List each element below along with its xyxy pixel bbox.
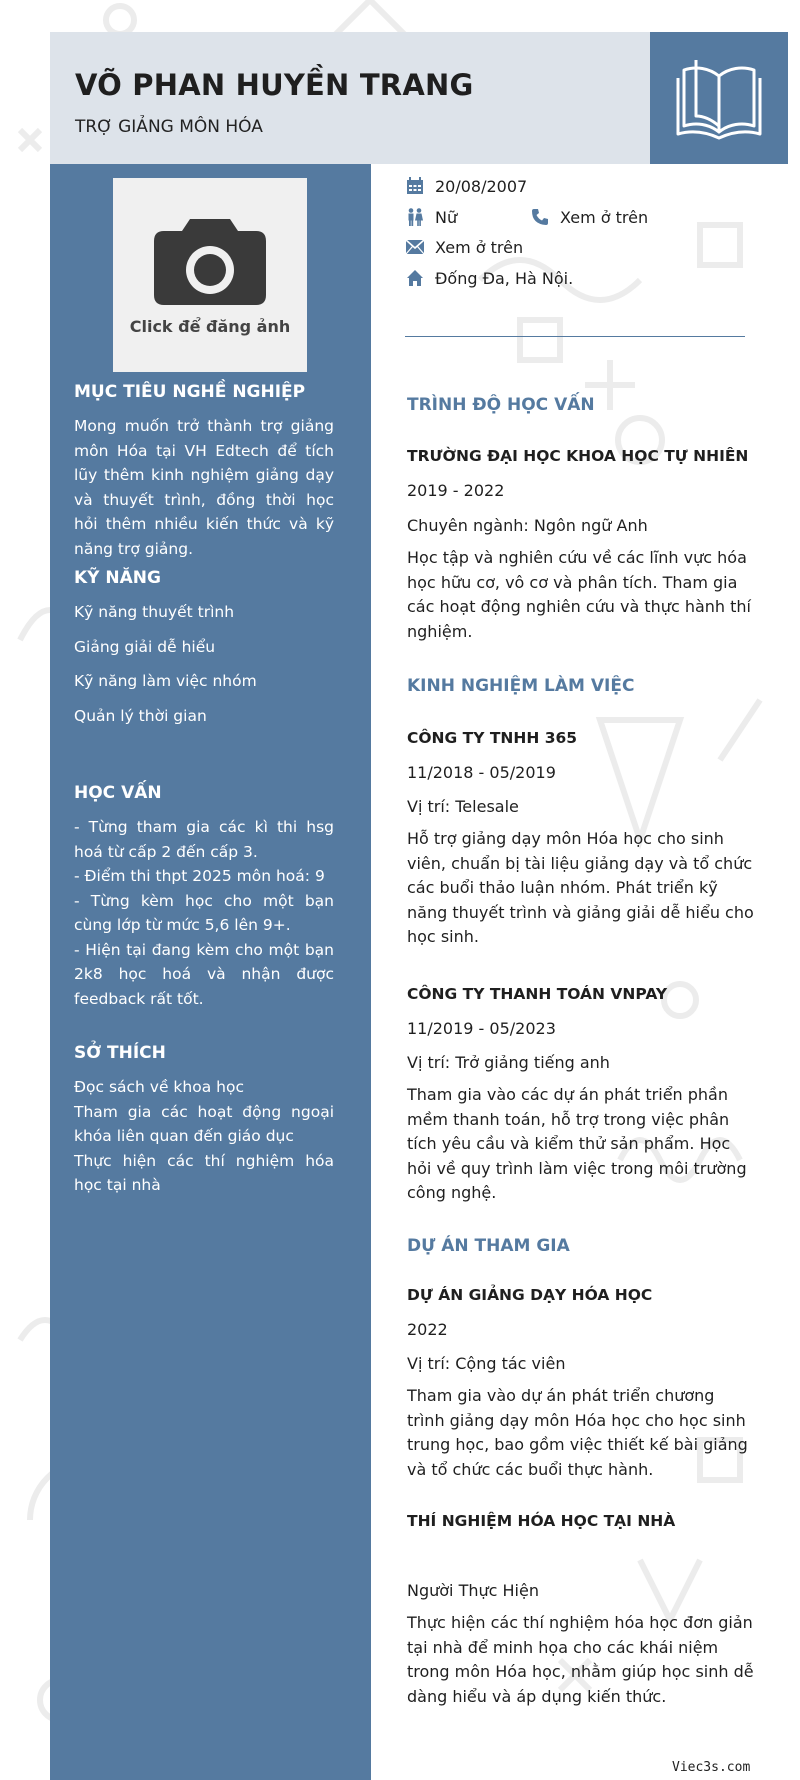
contact-gender <box>405 207 457 227</box>
contact-address <box>405 268 573 288</box>
candidate-name[interactable]: VÕ PHAN HUYỀN TRANG <box>75 68 474 102</box>
projects-title: DỰ ÁN THAM GIA <box>407 1236 570 1256</box>
project-name[interactable]: DỰ ÁN GIẢNG DẠY HÓA HỌC <box>407 1286 653 1304</box>
gender-value[interactable]: Nữ <box>435 207 458 227</box>
skills-title: KỸ NĂNG <box>74 568 161 588</box>
home-icon <box>405 268 425 288</box>
header-logo-box <box>650 32 788 164</box>
book-icon <box>674 54 764 142</box>
experience-entry <box>407 985 757 1206</box>
hobby-item[interactable]: Đọc sách về khoa học <box>74 1078 244 1096</box>
address-value[interactable]: Đống Đa, Hà Nội. <box>435 268 574 288</box>
skill-item[interactable]: Giảng giải dễ hiểu <box>74 637 216 656</box>
left-column <box>50 164 371 1780</box>
skill-item[interactable]: Kỹ năng thuyết trình <box>74 603 235 621</box>
photo-upload[interactable] <box>113 178 307 372</box>
hobby-item[interactable]: Thực hiện các thí nghiệm hóa học tại nhà <box>74 1151 334 1194</box>
phone-value[interactable]: Xem ở trên <box>560 207 649 227</box>
skills-section <box>74 568 334 738</box>
project-desc[interactable]: Tham gia vào dự án phát triển chương trình giảng dạy môn Hóa học cho học sinh trung học, bao gồm việc thiết kế bài giảng và tổ chức các buổi thực hành. <box>407 1386 748 1479</box>
school-name[interactable]: TRƯỜNG ĐẠI HỌC KHOA HỌC TỰ NHIÊN <box>407 447 749 465</box>
objective-section <box>74 382 334 561</box>
hobbies-section <box>74 1043 334 1198</box>
project-period[interactable]: 2022 <box>407 1320 448 1339</box>
experience-entry <box>407 729 757 950</box>
contact-birthday <box>405 176 527 196</box>
education-notes-section <box>74 783 334 1011</box>
site-watermark: Viec3s.com <box>672 1760 751 1775</box>
photo-upload-label: Click để đăng ảnh <box>129 316 291 336</box>
education-note[interactable]: - Từng tham gia các kì thi hsg hoá từ cấp 2 đến cấp 3. <box>74 818 334 861</box>
camera-icon <box>152 215 268 307</box>
job-desc[interactable]: Hỗ trợ giảng dạy môn Hóa học cho sinh viên, chuẩn bị tài liệu giảng dạy và tổ chức các buổi thảo luận nhóm. Phát triển kỹ năng thuyết trình và giảng giải dễ hiểu cho học sinh. <box>407 829 754 946</box>
job-role[interactable]: Vị trí: Trở giảng tiếng anh <box>407 1053 610 1072</box>
objective-text[interactable]: Mong muốn trở thành trợ giảng môn Hóa tại VH Edtech để tích lũy thêm kinh nghiệm giảng dạy và thuyết trình, đồng thời học hỏi thêm nhiều kiến thức và kỹ năng trợ giảng. <box>74 417 334 558</box>
phone-icon <box>530 207 550 227</box>
candidate-position[interactable]: TRỢ GIẢNG MÔN HÓA <box>75 117 263 137</box>
contact-email <box>405 237 523 257</box>
project-entry <box>407 1286 757 1482</box>
project-name[interactable]: THÍ NGHIỆM HÓA HỌC TẠI NHÀ <box>407 1512 676 1530</box>
education-major[interactable]: Chuyên ngành: Ngôn ngữ Anh <box>407 516 648 535</box>
project-role[interactable]: Người Thực Hiện <box>407 1581 539 1600</box>
company-name[interactable]: CÔNG TY TNHH 365 <box>407 729 578 747</box>
contact-divider <box>405 336 745 337</box>
hobbies-title: SỞ THÍCH <box>74 1043 166 1063</box>
objective-title: MỤC TIÊU NGHỀ NGHIỆP <box>74 382 306 402</box>
education-notes-title: HỌC VẤN <box>74 783 162 803</box>
experience-title: KINH NGHIỆM LÀM VIỆC <box>407 676 635 696</box>
education-note[interactable]: - Từng kèm học cho một bạn cùng lớp từ mức 5,6 lên 9+. <box>74 891 334 934</box>
email-value[interactable]: Xem ở trên <box>435 237 524 257</box>
job-desc[interactable]: Tham gia vào các dự án phát triển phần mềm thanh toán, hỗ trợ trong việc phân tích yêu cầu và kiểm thử sản phẩm. Học hỏi về quy trình làm việc trong môi trường công nghệ. <box>407 1085 747 1202</box>
cv-sheet <box>50 32 788 1780</box>
education-desc[interactable]: Học tập và nghiên cứu về các lĩnh vực hóa học hữu cơ, vô cơ và phân tích. Tham gia các hoạt động nghiên cứu và thực hành thí nghiệm. <box>407 548 751 641</box>
job-period[interactable]: 11/2018 - 05/2019 <box>407 763 556 782</box>
project-role[interactable]: Vị trí: Cộng tác viên <box>407 1354 566 1373</box>
company-name[interactable]: CÔNG TY THANH TOÁN VNPAY <box>407 985 668 1003</box>
skill-item[interactable]: Quản lý thời gian <box>74 706 207 725</box>
education-note[interactable]: - Điểm thi thpt 2025 môn hoá: 9 <box>74 867 325 885</box>
birthday-value[interactable]: 20/08/2007 <box>435 176 528 196</box>
job-period[interactable]: 11/2019 - 05/2023 <box>407 1019 556 1038</box>
job-role[interactable]: Vị trí: Telesale <box>407 797 519 816</box>
contact-phone <box>530 207 648 227</box>
education-period[interactable]: 2019 - 2022 <box>407 481 505 500</box>
education-note[interactable]: - Hiện tại đang kèm cho một bạn 2k8 học hoá và nhận được feedback rất tốt. <box>74 940 334 1008</box>
email-icon <box>405 237 425 257</box>
cv-header <box>50 32 650 164</box>
project-entry <box>407 1512 757 1709</box>
calendar-icon <box>405 176 425 196</box>
hobby-item[interactable]: Tham gia các hoạt động ngoại khóa liên quan đến giáo dục <box>74 1102 334 1145</box>
gender-icon <box>405 207 425 227</box>
skill-item[interactable]: Kỹ năng làm việc nhóm <box>74 672 257 690</box>
education-title: TRÌNH ĐỘ HỌC VẤN <box>407 395 595 415</box>
education-entry <box>407 447 757 644</box>
project-desc[interactable]: Thực hiện các thí nghiệm hóa học đơn giản tại nhà để minh họa cho các khái niệm trong môn Hóa học, nhằm giúp học sinh dễ dàng hiểu và áp dụng kiến thức. <box>407 1613 754 1706</box>
